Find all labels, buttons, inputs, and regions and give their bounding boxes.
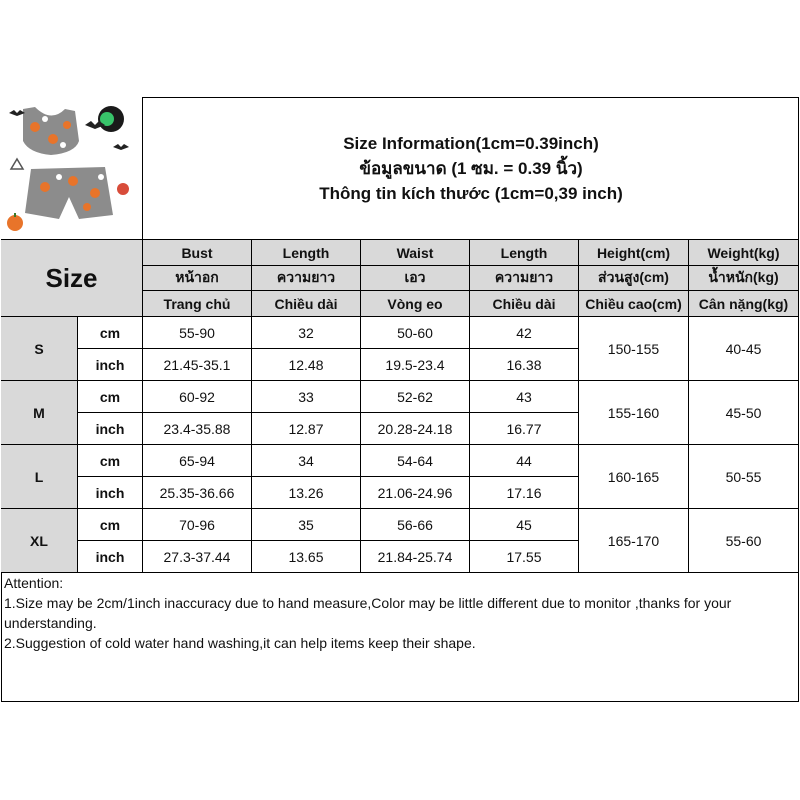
header-length2-th: ความยาว bbox=[470, 266, 579, 291]
table-cell: 27.3-37.44 bbox=[143, 541, 252, 573]
title-english: Size Information(1cm=0.39inch) bbox=[343, 133, 599, 153]
table-cell: 19.5-23.4 bbox=[361, 349, 470, 381]
table-cell: 65-94 bbox=[143, 445, 252, 477]
table-cell: 21.45-35.1 bbox=[143, 349, 252, 381]
table-cell: 34 bbox=[252, 445, 361, 477]
table-cell: 23.4-35.88 bbox=[143, 413, 252, 445]
header-waist-vi: Vòng eo bbox=[361, 291, 470, 317]
weight-cell: 55-60 bbox=[689, 509, 799, 573]
weight-cell: 40-45 bbox=[689, 317, 799, 381]
table-cell: 25.35-36.66 bbox=[143, 477, 252, 509]
notes-heading: Attention: bbox=[4, 575, 64, 591]
weight-cell: 50-55 bbox=[689, 445, 799, 509]
header-bust-en: Bust bbox=[143, 240, 252, 266]
table-cell: 13.65 bbox=[252, 541, 361, 573]
height-cell: 155-160 bbox=[579, 381, 689, 445]
unit-label: inch bbox=[78, 541, 143, 573]
header-height-vi: Chiều cao(cm) bbox=[579, 291, 689, 317]
header-height-th: ส่วนสูง(cm) bbox=[579, 266, 689, 291]
table-cell: 70-96 bbox=[143, 509, 252, 541]
header-weight-vi: Cân nặng(kg) bbox=[689, 291, 799, 317]
unit-label: cm bbox=[78, 445, 143, 477]
table-cell: 54-64 bbox=[361, 445, 470, 477]
header-waist-en: Waist bbox=[361, 240, 470, 266]
table-cell: 35 bbox=[252, 509, 361, 541]
note-line-1: 1.Size may be 2cm/1inch inaccuracy due to hand measure,Color may be little different due to monitor ,thanks for your understanding. bbox=[4, 595, 732, 631]
table-cell: 52-62 bbox=[361, 381, 470, 413]
header-length2-vi: Chiều dài bbox=[470, 291, 579, 317]
attention-notes bbox=[4, 573, 796, 653]
header-bust-th: หน้าอก bbox=[143, 266, 252, 291]
product-image bbox=[1, 97, 143, 240]
table-cell: 55-90 bbox=[143, 317, 252, 349]
unit-label: cm bbox=[78, 317, 143, 349]
table-cell: 45 bbox=[470, 509, 579, 541]
header-weight-th: น้ำหนัก(kg) bbox=[689, 266, 799, 291]
table-cell: 21.06-24.96 bbox=[361, 477, 470, 509]
table-cell: 17.16 bbox=[470, 477, 579, 509]
table-cell: 16.77 bbox=[470, 413, 579, 445]
table-cell: 50-60 bbox=[361, 317, 470, 349]
header-length-en: Length bbox=[252, 240, 361, 266]
unit-label: inch bbox=[78, 349, 143, 381]
height-cell: 150-155 bbox=[579, 317, 689, 381]
table-cell: 12.87 bbox=[252, 413, 361, 445]
table-cell: 13.26 bbox=[252, 477, 361, 509]
header-waist-th: เอว bbox=[361, 266, 470, 291]
table-cell: 17.55 bbox=[470, 541, 579, 573]
title-thai: ข้อมูลขนาด (1 ซม. = 0.39 นิ้ว) bbox=[359, 158, 583, 178]
size-column-header: Size bbox=[1, 240, 143, 317]
table-cell: 16.38 bbox=[470, 349, 579, 381]
note-line-2: 2.Suggestion of cold water hand washing,it can help items keep their shape. bbox=[4, 635, 476, 651]
table-cell: 43 bbox=[470, 381, 579, 413]
unit-label: cm bbox=[78, 509, 143, 541]
table-cell: 44 bbox=[470, 445, 579, 477]
height-cell: 165-170 bbox=[579, 509, 689, 573]
title-block bbox=[143, 97, 799, 240]
title-vietnamese: Thông tin kích thước (1cm=0,39 inch) bbox=[319, 183, 623, 203]
unit-label: inch bbox=[78, 477, 143, 509]
table-cell: 32 bbox=[252, 317, 361, 349]
table-cell: 60-92 bbox=[143, 381, 252, 413]
header-length-vi: Chiều dài bbox=[252, 291, 361, 317]
table-cell: 33 bbox=[252, 381, 361, 413]
product-photo-illustration bbox=[1, 97, 143, 240]
table-cell: 21.84-25.74 bbox=[361, 541, 470, 573]
table-cell: 56-66 bbox=[361, 509, 470, 541]
weight-cell: 45-50 bbox=[689, 381, 799, 445]
header-height-en: Height(cm) bbox=[579, 240, 689, 266]
size-name: L bbox=[1, 445, 78, 509]
header-weight-en: Weight(kg) bbox=[689, 240, 799, 266]
height-cell: 160-165 bbox=[579, 445, 689, 509]
size-name: S bbox=[1, 317, 78, 381]
table-cell: 20.28-24.18 bbox=[361, 413, 470, 445]
size-name: M bbox=[1, 381, 78, 445]
table-cell: 42 bbox=[470, 317, 579, 349]
header-length-th: ความยาว bbox=[252, 266, 361, 291]
header-bust-vi: Trang chủ bbox=[143, 291, 252, 317]
unit-label: inch bbox=[78, 413, 143, 445]
unit-label: cm bbox=[78, 381, 143, 413]
header-length2-en: Length bbox=[470, 240, 579, 266]
size-name: XL bbox=[1, 509, 78, 573]
table-cell: 12.48 bbox=[252, 349, 361, 381]
